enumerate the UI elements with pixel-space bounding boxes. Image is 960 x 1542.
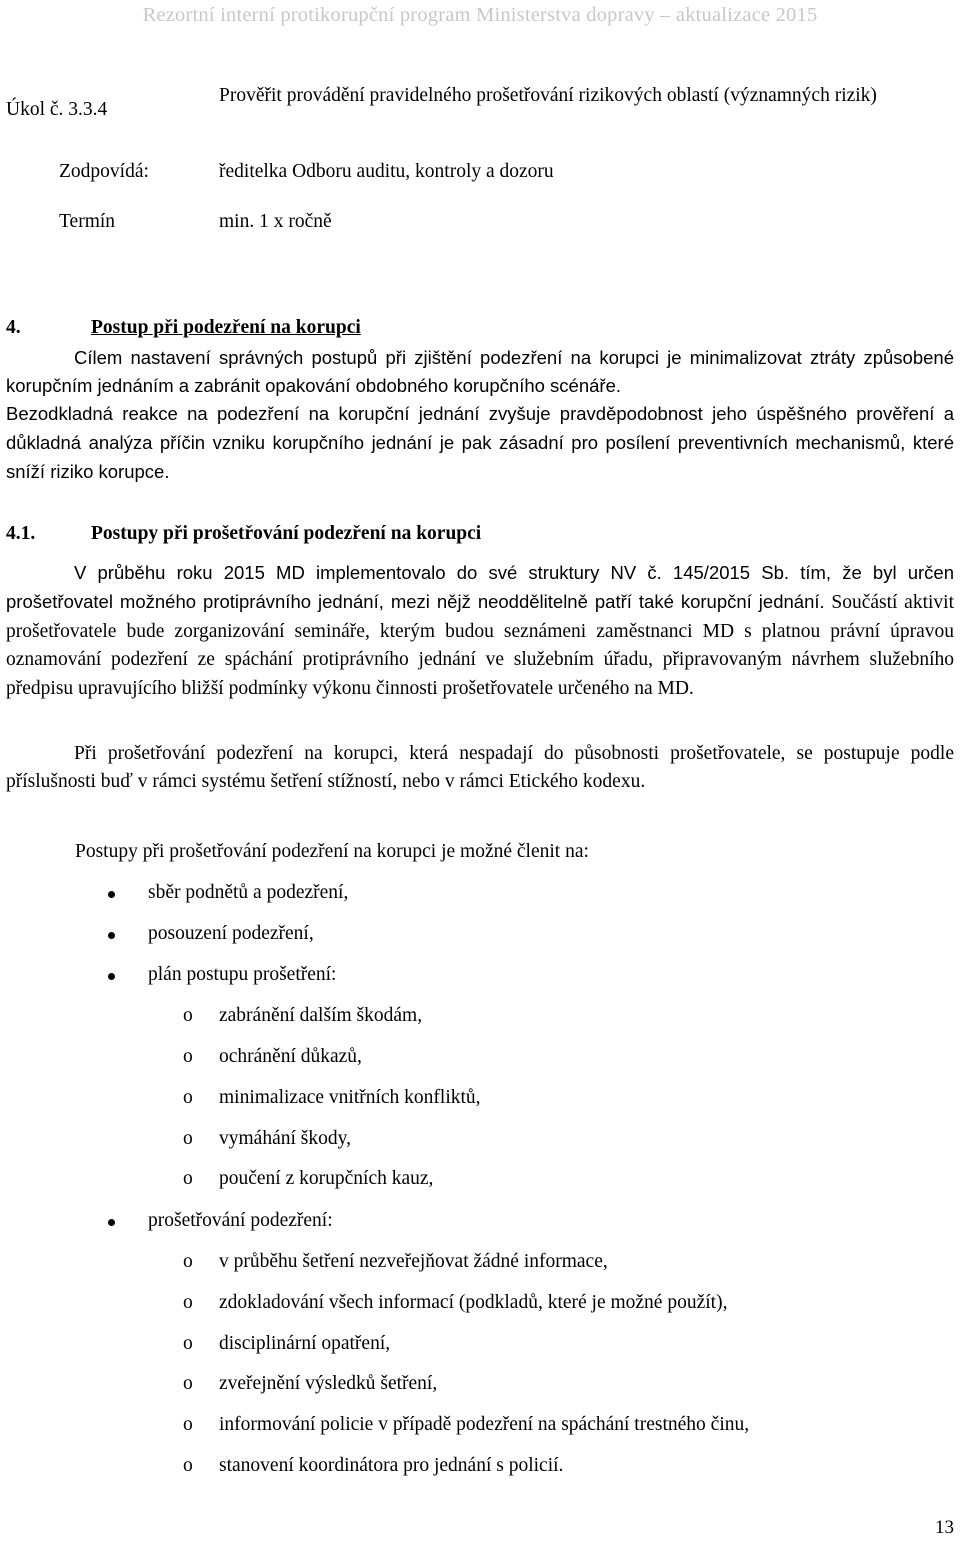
list-item-label: plán postupu prošetření: (148, 964, 337, 985)
section-4-1-paragraph-2 (6, 740, 954, 797)
sub-bullet-marker: o (183, 1251, 193, 1272)
list-item-label: posouzení podezření, (148, 923, 314, 944)
sub-bullet-marker: o (183, 1292, 193, 1313)
section-4-paragraph (6, 344, 954, 487)
sub-list-item-label: poučení z korupčních kauz, (219, 1168, 434, 1189)
running-header: Rezortní interní protikorupční program Ministerstva dopravy – aktualizace 2015 (142, 4, 818, 26)
term-label: Termín (59, 211, 116, 232)
section-4-heading (6, 314, 361, 342)
section-4-title: Postup při podezření na korupci (91, 317, 361, 338)
section-4-number: 4. (6, 317, 21, 338)
bullet-dot-icon (108, 891, 115, 898)
list-item-label: prošetřování podezření: (148, 1210, 333, 1231)
sub-list-item-label: ochránění důkazů, (219, 1046, 362, 1067)
complaints-text: Při prošetřování podezření na korupci, která nespadají do působnosti prošetřovatele, se postupuje podle příslušnosti buď v rámci systému šetření stížností, nebo v rámci Etického kodexu. (6, 743, 954, 793)
sub-bullet-marker: o (183, 1414, 193, 1435)
section-4-1-paragraph-3: Postupy při prošetřování podezření na korupci je možné členit na: (75, 841, 589, 862)
seminar-text: Součástí aktivit prošetřovatele bude zorganizování semináře, kterým budou seznámeni zaměstnanci MD s platnou právní úpravou oznamování podezření ze spáchání protiprávního jednání ve služebním úřadu, připravovaným návrhem služebního předpisu upravujícího bližší podmínky výkonu činnosti prošetřovatele určeného na MD. (6, 592, 955, 699)
task-text: Prověřit provádění pravidelného prošetřování rizikových oblastí (významných rizik) (219, 85, 877, 106)
implementation-text: V průběhu roku 2015 MD implementovalo do své struktury NV č. 145/2015 Sb. tím, že byl určen prošetřovatel možného protiprávního jednání, mezi nějž neoddělitelně patří také korupční jednání. (6, 562, 954, 613)
list-item-label: sběr podnětů a podezření, (148, 882, 349, 903)
sub-list-item-label: minimalizace vnitřních konfliktů, (219, 1087, 481, 1108)
bullet-dot-icon (108, 973, 115, 980)
sub-bullet-marker: o (183, 1005, 193, 1026)
section-4-1-title: Postupy při prošetřování podezření na korupci (91, 523, 482, 544)
sub-bullet-marker: o (183, 1373, 193, 1394)
section-4-body: Bezodkladná reakce na podezření na korupční jednání zvyšuje pravděpodobnost jeho úspěšného prověření a důkladná analýza příčin vzniku korupčního jednání je pak zásadní pro posílení preventivních mechanismů, které sníží riziko korupce. (6, 403, 954, 482)
sub-bullet-marker: o (183, 1455, 193, 1476)
bullet-dot-icon (108, 1219, 115, 1226)
task-label: Úkol č. 3.3.4 (6, 99, 108, 120)
sub-list-item-label: zveřejnění výsledků šetření, (219, 1373, 438, 1394)
sub-bullet-marker: o (183, 1046, 193, 1067)
section-4-1-number: 4.1. (6, 523, 36, 544)
sub-bullet-marker: o (183, 1168, 193, 1189)
page-number: 13 (935, 1517, 954, 1538)
sub-list-item-label: stanovení koordinátora pro jednání s policií. (219, 1455, 564, 1476)
sub-bullet-marker: o (183, 1087, 193, 1108)
section-4-1-heading (6, 520, 481, 548)
sub-list-item-label: vymáhání škody, (219, 1128, 351, 1149)
term-value: min. 1 x ročně (219, 211, 332, 232)
section-4-1-paragraph-1 (6, 559, 954, 703)
section-4-intro: Cílem nastavení správných postupů při zjištění podezření na korupci je minimalizovat ztráty způsobené korupčním jednáním a zabránit opakování obdobného korupčního scénáře. (6, 347, 954, 396)
sub-list-item-label: zabránění dalším škodám, (219, 1005, 423, 1026)
sub-bullet-marker: o (183, 1333, 193, 1354)
responsible-value: ředitelka Odboru auditu, kontroly a dozoru (219, 161, 554, 182)
sub-list-item-label: informování policie v případě podezření na spáchání trestného činu, (219, 1414, 750, 1435)
sub-bullet-marker: o (183, 1128, 193, 1149)
sub-list-item-label: v průběhu šetření nezveřejňovat žádné informace, (219, 1251, 608, 1272)
bullet-dot-icon (108, 932, 115, 939)
sub-list-item-label: disciplinární opatření, (219, 1333, 391, 1354)
responsible-label: Zodpovídá: (59, 161, 149, 182)
sub-list-item-label: zdokladování všech informací (podkladů, které je možné použít), (219, 1292, 728, 1313)
